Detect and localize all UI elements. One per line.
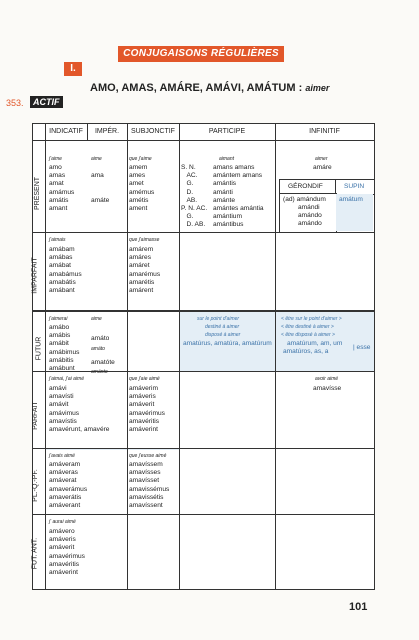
imparfait-ind-head: j'aimais bbox=[49, 237, 66, 243]
parfait-subj-head: que j'aie aimé bbox=[129, 376, 160, 382]
plqpf-divider bbox=[45, 449, 179, 450]
futur-part-head-2: destiné à aimer bbox=[205, 324, 240, 330]
present-part-cases: S. N. AC. G. D. AB. P. N. AC. G. D. AB. bbox=[181, 164, 208, 229]
futur-inf-forms-1: amatúrum, am, um bbox=[287, 340, 343, 347]
parfait-ind-head: j'aimai, j'ai aimé bbox=[49, 376, 84, 382]
gerondif-header: GÉRONDIF bbox=[279, 179, 337, 195]
futur-part-forms: amatúrus, amatúra, amatúrum bbox=[183, 340, 272, 347]
futur-imp-3: amatóte bbox=[91, 359, 115, 366]
row-label-present: PRÉSENT bbox=[34, 176, 42, 211]
header-subjonctif: SUBJONCTIF bbox=[127, 124, 180, 141]
futur-inf-head-2: < être destiné à aimer > bbox=[281, 324, 334, 330]
present-imp-2: amáte bbox=[91, 197, 110, 204]
futur-part-head-3: disposé à aimer bbox=[205, 332, 241, 338]
row-label-plqpf: PL.-Q.-PF. bbox=[31, 469, 39, 502]
grid-line bbox=[33, 514, 374, 515]
futant-ind-head: j' aurai aimé bbox=[49, 519, 76, 525]
grid-line bbox=[275, 140, 276, 589]
futur-imp-1: amáto bbox=[91, 335, 110, 342]
grid-line bbox=[33, 448, 374, 449]
plqpf-ind-list: amáveram amáveras amáverat amaverámus amaverátis amáverant bbox=[49, 461, 88, 510]
present-inf-head: aimer bbox=[315, 156, 328, 162]
present-ind-head: j'aime bbox=[49, 156, 62, 162]
plqpf-subj-list: amavíssem amavísses amavísset amavissémus amavissétis amavíssent bbox=[129, 461, 170, 510]
imparfait-subj-head: que j'aimasse bbox=[129, 237, 160, 243]
voice-label: ACTIF bbox=[30, 96, 63, 108]
gerondif-forms: (ad) amándum amándi amándo amándo bbox=[279, 193, 337, 233]
present-ind-list: amo amas amat amámus amátis amant bbox=[49, 164, 75, 213]
futant-ind-list: amávero amáveris amáverit amavérimus amavéritis amáverint bbox=[49, 528, 85, 577]
futur-imp-2: amáto bbox=[91, 346, 105, 352]
page-number: 101 bbox=[349, 601, 368, 613]
section-number: I. bbox=[64, 62, 82, 76]
header-infinitif: INFINITIF bbox=[275, 124, 374, 141]
present-imp-1: ama bbox=[91, 172, 104, 179]
row-label-futur: FUTUR bbox=[35, 336, 43, 361]
row-label-futant: FUT. ANT. bbox=[31, 537, 39, 570]
grid-line bbox=[127, 140, 128, 589]
parfait-inf: amavísse bbox=[313, 385, 342, 392]
grid-line bbox=[45, 140, 46, 589]
paragraph-number: 353. bbox=[6, 98, 24, 108]
futur-inf-esse: | esse bbox=[353, 344, 371, 351]
present-part-head: aimant bbox=[219, 156, 235, 162]
parfait-inf-head: avoir aimé bbox=[315, 376, 339, 382]
present-part-forms: amans amans amántem amans amántis amánti amánte amántes amántia amántium amántibus bbox=[213, 164, 264, 229]
verb-translation: aimer bbox=[305, 83, 330, 93]
futur-inf-head-3: < être disposé à aimer > bbox=[281, 332, 335, 338]
plqpf-ind-head: j'avais aimé bbox=[49, 453, 75, 459]
futur-imp-4: amánto bbox=[91, 369, 108, 375]
futur-inf-forms-2: amatúros, as, a bbox=[283, 348, 329, 355]
grid-line bbox=[33, 310, 374, 311]
verb-headline bbox=[90, 82, 329, 94]
futur-imp-head: aime bbox=[91, 316, 102, 322]
present-imp-head: aime bbox=[91, 156, 102, 162]
futur-inf-head-1: < être sur le point d'aimer > bbox=[281, 316, 342, 322]
conjugation-table bbox=[32, 123, 375, 590]
present-inf: amáre bbox=[313, 164, 332, 171]
row-label-imparfait: IMPARFAIT bbox=[31, 257, 39, 294]
present-subj-list: amem ames amet amémus amétis ament bbox=[129, 164, 155, 213]
supin-header: SUPIN bbox=[335, 179, 375, 195]
header-indicatif: INDICATIF bbox=[45, 124, 88, 141]
section-banner: CONJUGAISONS RÉGULIÈRES bbox=[118, 46, 284, 62]
header-imper: IMPÉR. bbox=[87, 124, 128, 141]
imparfait-ind-list: amábam amábas amábat amabámus amabátis amábant bbox=[49, 246, 82, 295]
imparfait-subj-list: amárem amáres amáret amarémus amarétis amárent bbox=[129, 246, 161, 295]
principal-parts: AMO, AMAS, AMÁRE, AMÁVI, AMÁTUM : bbox=[90, 82, 303, 94]
grid-line bbox=[33, 371, 374, 372]
supin-form: amátum bbox=[339, 196, 363, 203]
plqpf-subj-head: que j'eusse aimé bbox=[129, 453, 167, 459]
grid-line bbox=[33, 311, 374, 312]
parfait-ind-list: amávi amavísti amávit amávimus amavístis amavérunt, amavére bbox=[49, 385, 110, 434]
parfait-subj-list: amáverim amáveris amáverit amavérimus amavéritis amáverint bbox=[129, 385, 165, 434]
present-subj-head: que j'aime bbox=[129, 156, 152, 162]
futur-ind-list: amábo amábis amábit amábimus amábitis amábunt bbox=[49, 324, 80, 373]
row-label-parfait: PARFAIT bbox=[31, 401, 39, 430]
grid-line bbox=[179, 140, 180, 589]
futur-ind-head: j'aimerai bbox=[49, 316, 68, 322]
futur-part-head-1: sur le point d'aimer bbox=[197, 316, 240, 322]
header-participe: PARTICIPE bbox=[179, 124, 276, 141]
